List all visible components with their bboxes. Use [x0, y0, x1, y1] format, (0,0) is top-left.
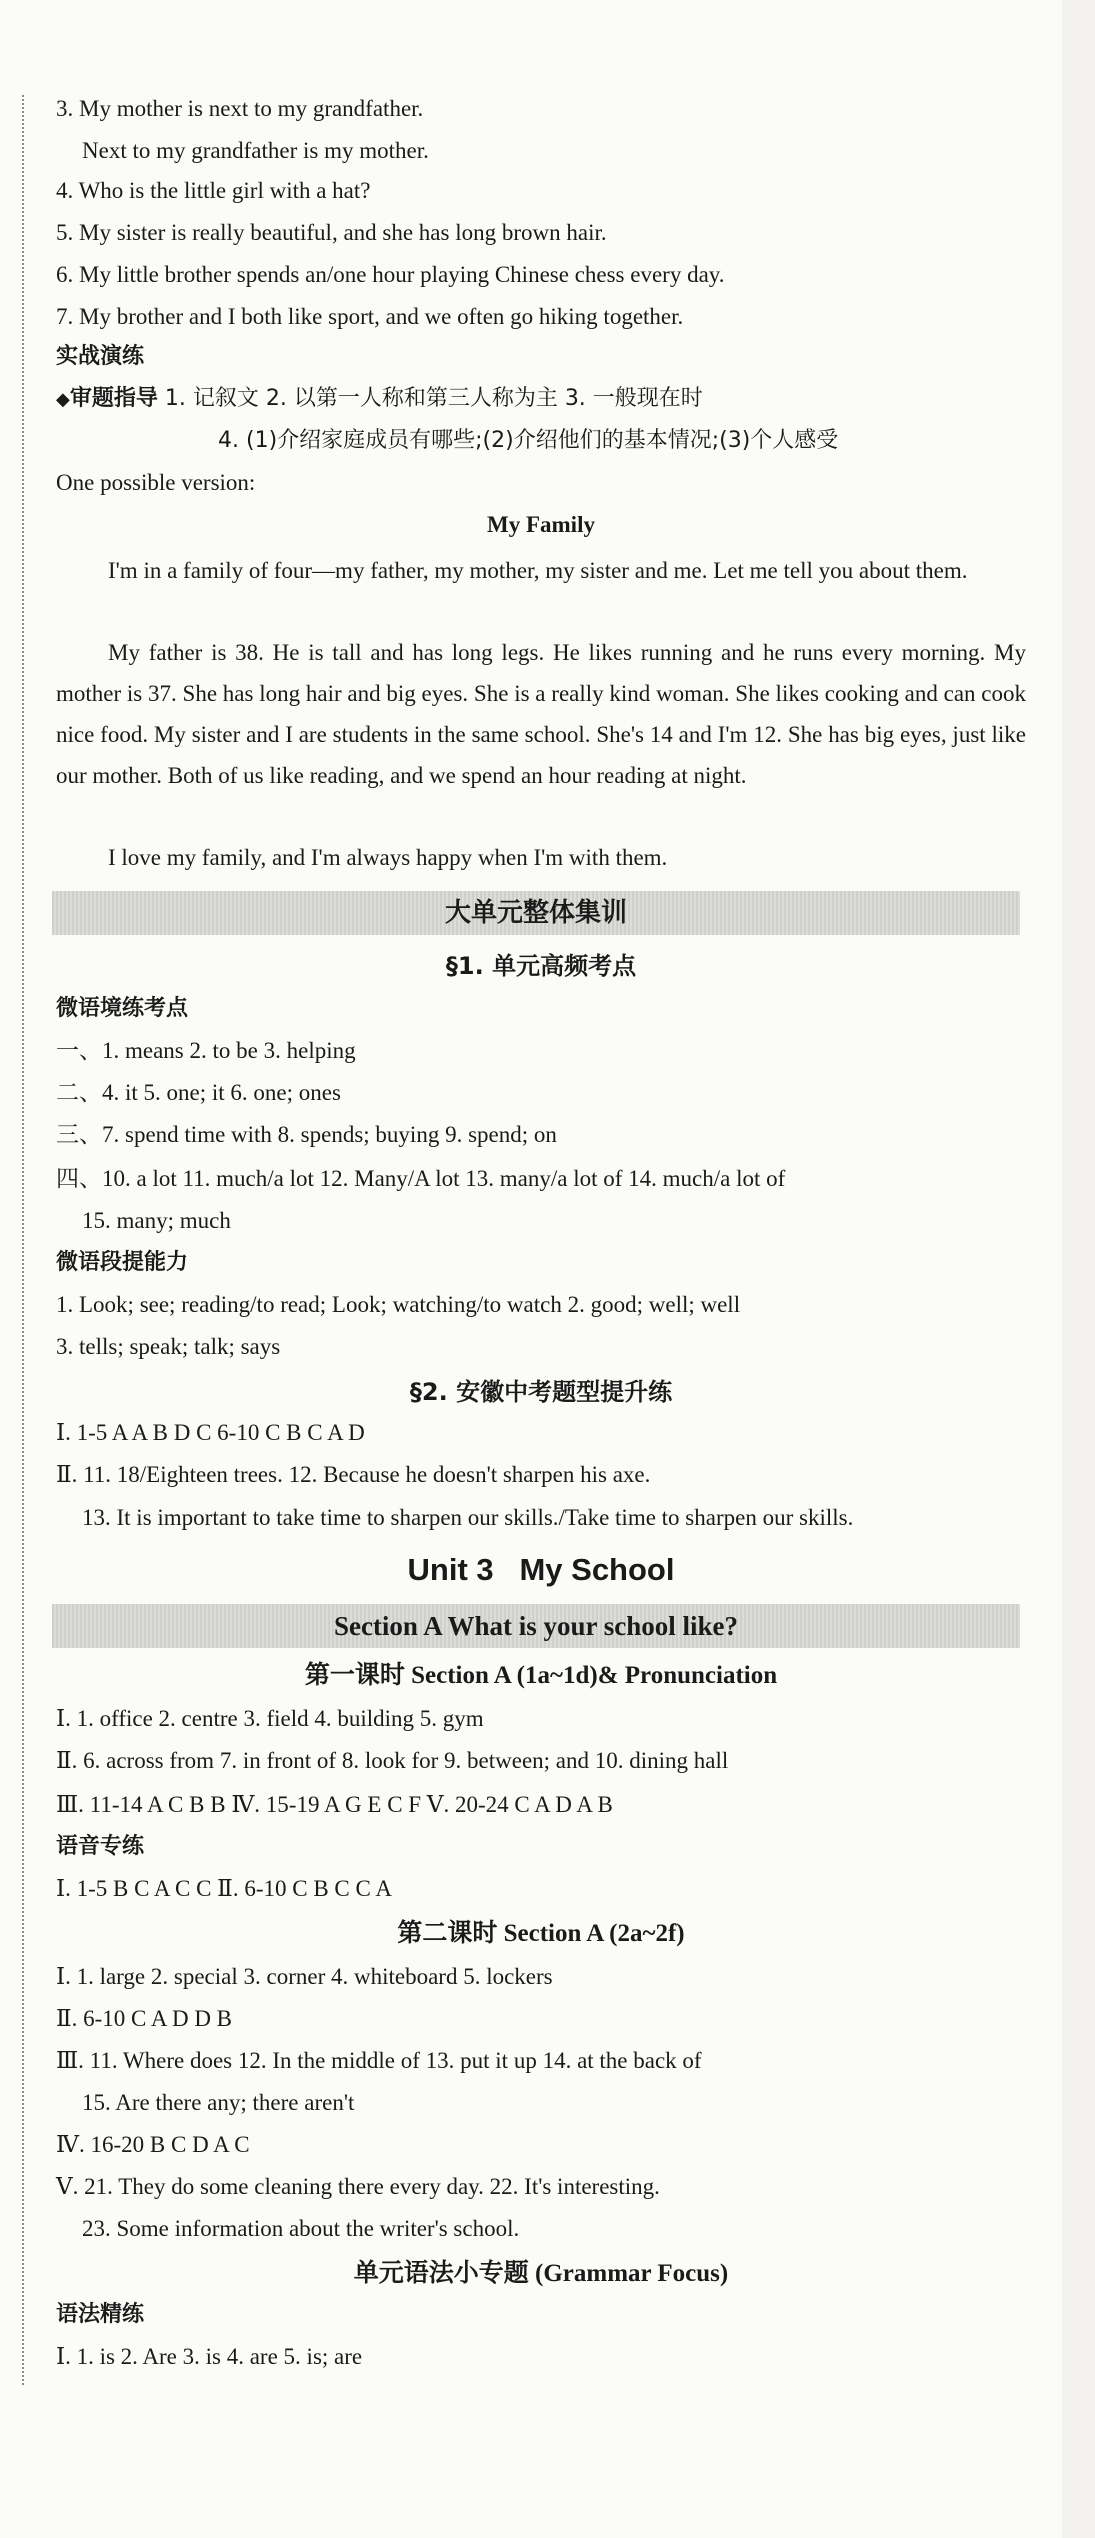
answer-line: 四、10. a lot 11. much/a lot 12. Many/A lot 13. many/a lot of 14. much/a lot of — [56, 1166, 786, 1191]
answer-line: Ⅲ. 11-14 A C B B Ⅳ. 15-19 A G E C F Ⅴ. 20-24 C A D A B — [56, 1792, 613, 1817]
section-bar: Section A What is your school like? — [52, 1604, 1020, 1648]
answer-line: 15. Are there any; there aren't — [82, 2090, 355, 2115]
subsection-title: §1. 单元高频考点 — [445, 952, 637, 980]
answer-line: 1. Look; see; reading/to read; Look; watching/to watch 2. good; well; well — [56, 1292, 741, 1317]
lesson-title: 第二课时 Section A (2a~2f) — [397, 1920, 685, 1947]
section-heading: 微语段提能力 — [56, 1250, 189, 1275]
answer-line: Ⅴ. 21. They do some cleaning there every day. 22. It's interesting. — [56, 2174, 660, 2199]
guide-line: 4. (1)介绍家庭成员有哪些;(2)介绍他们的基本情况;(3)个人感受 — [218, 428, 839, 453]
guide-line — [56, 384, 703, 415]
lesson-title: 第一课时 Section A (1a~1d)& Pronunciation — [304, 1662, 778, 1689]
answer-line: Ⅲ. 11. Where does 12. In the middle of 13. put it up 14. at the back of — [56, 2048, 702, 2073]
essay-paragraph: I'm in a family of four—my father, my mother, my sister and me. Let me tell you about them. — [108, 558, 968, 583]
answer-line: 6. My little brother spends an/one hour playing Chinese chess every day. — [56, 262, 725, 287]
section-heading: 实战演练 — [56, 344, 145, 369]
section-heading: 微语境练考点 — [56, 996, 189, 1021]
answer-line: 二、4. it 5. one; it 6. one; ones — [56, 1080, 341, 1105]
answer-line: 13. It is important to take time to sharpen our skills./Take time to sharpen our skills. — [82, 1505, 854, 1530]
answer-line: Ⅰ. 1-5 A A B D C 6-10 C B C A D — [56, 1420, 365, 1445]
answer-line: Ⅰ. 1. office 2. centre 3. field 4. building 5. gym — [56, 1706, 484, 1731]
answer-line: 4. Who is the little girl with a hat? — [56, 178, 371, 203]
answer-line: Ⅱ. 6-10 C A D D B — [56, 2006, 233, 2031]
guide-text: 1. 记叙文 2. 以第一人称和第三人称为主 3. 一般现在时 — [164, 386, 703, 411]
answer-line: Ⅰ. 1-5 B C A C C Ⅱ. 6-10 C B C C A — [56, 1876, 392, 1901]
unit-title: Unit 3 My School — [407, 1552, 675, 1587]
answer-line: Ⅱ. 11. 18/Eighteen trees. 12. Because he doesn't sharpen his axe. — [56, 1462, 651, 1487]
lesson-title: 单元语法小专题 (Grammar Focus) — [353, 2260, 729, 2287]
subsection-title: §2. 安徽中考题型提升练 — [409, 1378, 673, 1406]
diamond-icon: ◆ — [56, 389, 70, 410]
section-bar: 大单元整体集训 — [52, 891, 1020, 935]
essay-paragraph: My father is 38. He is tall and has long legs. He likes running and he runs every morning. My mother is 37. She has long hair and big eyes. She is a really kind woman. She likes cooking and can cook nice food. My sister and I are students in the same school. She's 14 and I'm 12. She has big eyes, just like our mother. Both of us like reading, and we spend an hour reading at night. — [56, 640, 1026, 788]
answer-line: Next to my grandfather is my mother. — [82, 138, 429, 163]
section-heading: 语音专练 — [56, 1834, 145, 1859]
answer-line: 三、7. spend time with 8. spends; buying 9. spend; on — [56, 1122, 557, 1147]
answer-line: Ⅳ. 16-20 B C D A C — [56, 2132, 250, 2157]
essay-title: My Family — [487, 512, 595, 537]
guide-label: 审题指导 — [69, 386, 158, 411]
answer-line: 一、1. means 2. to be 3. helping — [56, 1038, 356, 1063]
answer-line: 23. Some information about the writer's school. — [82, 2216, 520, 2241]
answer-line: Ⅰ. 1. large 2. special 3. corner 4. whiteboard 5. lockers — [56, 1964, 553, 1989]
answer-line: Ⅱ. 6. across from 7. in front of 8. look for 9. between; and 10. dining hall — [56, 1748, 729, 1773]
answer-line: 15. many; much — [82, 1208, 231, 1233]
version-label: One possible version: — [56, 470, 256, 495]
margin-dotted-line — [22, 95, 24, 2385]
answer-line: Ⅰ. 1. is 2. Are 3. is 4. are 5. is; are — [56, 2344, 363, 2369]
answer-line: 3. tells; speak; talk; says — [56, 1334, 281, 1359]
answer-line: 7. My brother and I both like sport, and we often go hiking together. — [56, 304, 684, 329]
section-heading: 语法精练 — [56, 2302, 145, 2327]
answer-line: 3. My mother is next to my grandfather. — [56, 96, 424, 121]
essay-paragraph: I love my family, and I'm always happy when I'm with them. — [108, 845, 668, 870]
answer-line: 5. My sister is really beautiful, and she has long brown hair. — [56, 220, 607, 245]
